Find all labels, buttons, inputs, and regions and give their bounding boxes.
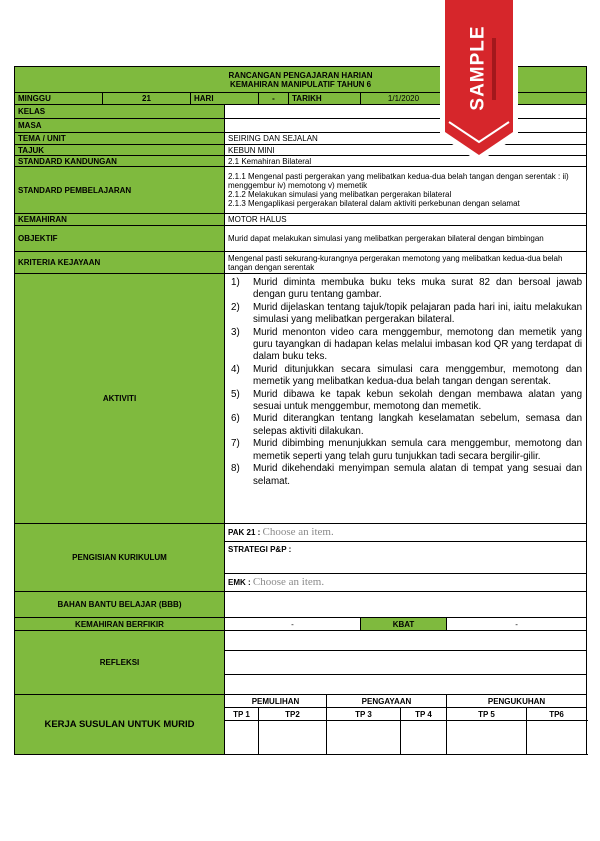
aktiviti-text: Murid menonton video cara menggembur, memotong dan memetik yang guru tayangkan di hadapan kelas melalui imbasan kod QR yang terdapat di dalam buku teks. — [253, 326, 583, 363]
tp4-cell[interactable] — [401, 721, 447, 755]
hari-label: HARI — [191, 93, 259, 105]
aktiviti-number: 1) — [231, 277, 240, 288]
aktiviti-text: Murid dijelaskan tentang tajuk/topik pelajaran pada hari ini, iaitu melakukan simulasi yang melibatkan pergerakan bilateral. — [253, 301, 583, 326]
aktiviti-item — [231, 438, 582, 463]
aktiviti-number: 8) — [231, 463, 240, 475]
objektif-label: OBJEKTIF — [15, 226, 225, 252]
tp4-header: TP 4 — [401, 708, 447, 721]
aktiviti-text: Murid diminta membuka buku teks muka surat 82 dan bersoal jawab dengan guru tentang gambar. — [253, 277, 583, 301]
strategi-label: STRATEGI P&P : — [228, 545, 292, 554]
aktiviti-label: AKTIVITI — [15, 274, 225, 524]
emk-row — [225, 574, 587, 592]
kbat-value: - — [447, 618, 587, 631]
kelas-value[interactable] — [225, 105, 587, 119]
aktiviti-item — [231, 277, 582, 302]
bbb-label: BAHAN BANTU BELAJAR (BBB) — [15, 592, 225, 618]
aktiviti-number: 4) — [231, 363, 240, 375]
aktiviti-text: Murid dibimbing menunjukkan semula cara menggembur, memotong dan memetik seperti yang telah guru tunjukkan tadi secara bergilir-gilir. — [253, 438, 583, 462]
sp-line-1: 2.1.1 Mengenal pasti pergerakan yang melibatkan kedua-dua belah tangan dengan serentak : ii) menggembur iv) memotong v) memetik — [228, 172, 569, 190]
tp2-header: TP2 — [259, 708, 327, 721]
aktiviti-item — [231, 364, 582, 389]
refleksi-label: REFLEKSI — [15, 631, 225, 695]
aktiviti-value — [225, 274, 587, 524]
kriteria-kejayaan-label: KRITERIA KEJAYAAN — [15, 252, 225, 274]
pak21-row — [225, 524, 587, 542]
aktiviti-number: 7) — [231, 438, 240, 450]
stamp-label — [452, 18, 506, 118]
kriteria-kejayaan-value: Mengenal pasti sekurang-kurangnya pergerakan memotong yang melibatkan kedua-dua belah tangan dengan serentak — [225, 252, 587, 274]
tajuk-label: TAJUK — [15, 145, 225, 156]
objektif-value: Murid dapat melakukan simulasi yang melibatkan pergerakan bilateral dengan bimbingan — [225, 226, 587, 252]
tp6-cell[interactable] — [527, 721, 587, 755]
tp3-header: TP 3 — [327, 708, 401, 721]
aktiviti-text: Murid dikehendaki menyimpan semula alatan di tempat yang sesuai dan selamat. — [253, 463, 583, 487]
rph-table — [14, 66, 587, 755]
standard-kandungan-value: 2.1 Kemahiran Bilateral — [225, 156, 587, 167]
tajuk-value: KEBUN MINI — [225, 145, 587, 156]
tp5-cell[interactable] — [447, 721, 527, 755]
masa-value[interactable] — [225, 119, 587, 133]
hari-value: - — [259, 93, 289, 105]
kemahiran-value: MOTOR HALUS — [225, 214, 587, 226]
emk-label: EMK : — [228, 578, 251, 587]
standard-pembelajaran-value — [225, 167, 587, 214]
aktiviti-number: 2) — [231, 301, 240, 313]
pengukuhan-header: PENGUKUHAN — [447, 695, 587, 708]
refleksi-line-3[interactable] — [225, 675, 587, 695]
aktiviti-number: 3) — [231, 326, 240, 338]
aktiviti-number: 5) — [231, 388, 240, 400]
tema-value: SEIRING DAN SEJALAN — [225, 133, 587, 145]
aktiviti-item — [231, 389, 582, 414]
tp1-header: TP 1 — [225, 708, 259, 721]
masa-label: MASA — [15, 119, 225, 133]
kemahiran-berfikir-value: - — [225, 618, 361, 631]
tp3-cell[interactable] — [327, 721, 401, 755]
pak21-dropdown[interactable]: Choose an item. — [262, 526, 334, 538]
stamp-text: SAMPLE — [468, 25, 489, 111]
refleksi-line-1[interactable] — [225, 631, 587, 651]
pak21-label: PAK 21 : — [228, 528, 261, 537]
pengayaan-header: PENGAYAAN — [327, 695, 447, 708]
aktiviti-text: Murid diterangkan tentang langkah keselamatan sebelum, semasa dan selepas aktiviti dilakukan. — [253, 413, 583, 437]
aktiviti-item — [231, 327, 582, 364]
minggu-value: 21 — [103, 93, 191, 105]
kemahiran-berfikir-label: KEMAHIRAN BERFIKIR — [15, 618, 225, 631]
standard-pembelajaran-label: STANDARD PEMBELAJARAN — [15, 167, 225, 214]
kemahiran-label: KEMAHIRAN — [15, 214, 225, 226]
tp6-header: TP6 — [527, 708, 587, 721]
aktiviti-text: Murid dibawa ke tapak kebun sekolah dengan membawa alatan yang sesuai untuk menggembur, memotong dan memetik. — [253, 388, 583, 413]
sp-line-2: 2.1.2 Melakukan simulasi yang melibatkan pergerakan bilateral — [228, 190, 452, 199]
kerja-susulan-label: KERJA SUSULAN UNTUK MURID — [15, 695, 225, 755]
aktiviti-item — [231, 413, 582, 438]
strategi-row[interactable] — [225, 542, 587, 574]
minggu-label: MINGGU — [15, 93, 103, 105]
kelas-label: KELAS — [15, 105, 225, 119]
pengisian-kurikulum-label: PENGISIAN KURIKULUM — [15, 524, 225, 592]
pemulihan-header: PEMULIHAN — [225, 695, 327, 708]
rph-sheet — [14, 66, 586, 755]
aktiviti-item — [231, 463, 582, 488]
bbb-value[interactable] — [225, 592, 587, 618]
sp-line-3: 2.1.3 Mengaplikasi pergerakan bilateral dalam aktiviti perkebunan dengan selamat — [228, 199, 520, 208]
aktiviti-text: Murid ditunjukkan secara simulasi cara menggembur, memotong dan memetik yang melibatkan kedua-dua belah tangan dengan serentak. — [253, 363, 583, 388]
aktiviti-number: 6) — [231, 413, 240, 425]
tarikh-label: TARIKH — [289, 93, 361, 105]
tp2-cell[interactable] — [259, 721, 327, 755]
tp5-header: TP 5 — [447, 708, 527, 721]
refleksi-line-2[interactable] — [225, 651, 587, 675]
tp1-cell[interactable] — [225, 721, 259, 755]
title-line-2: KEMAHIRAN MANIPULATIF TAHUN 6 — [230, 79, 372, 89]
emk-dropdown[interactable]: Choose an item. — [252, 576, 325, 588]
tema-label: TEMA / UNIT — [15, 133, 225, 145]
title-line-1: RANCANGAN PENGAJARAN HARIAN — [228, 70, 373, 80]
kbat-label: KBAT — [361, 618, 447, 631]
standard-kandungan-label: STANDARD KANDUNGAN — [15, 156, 225, 167]
tarikh-value: 1/1/2020 — [361, 93, 447, 105]
aktiviti-item — [231, 302, 582, 327]
aktiviti-list — [231, 277, 582, 488]
